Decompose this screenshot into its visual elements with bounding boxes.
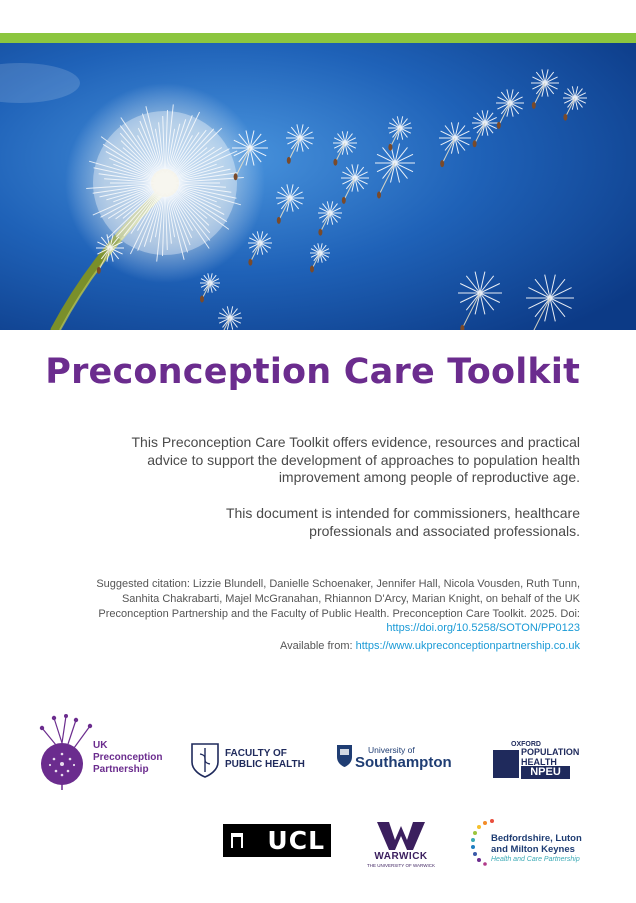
- document-title: Preconception Care Toolkit: [45, 352, 580, 392]
- blmk-subtitle: Health and Care Partnership: [491, 856, 580, 863]
- oxford-label: OXFORD: [511, 741, 541, 748]
- hero-image: [0, 43, 636, 330]
- blmk-line1: Bedfordshire, Luton: [491, 833, 582, 844]
- warwick-w-icon: [377, 822, 425, 850]
- southampton-shield-icon: [336, 744, 353, 768]
- ukpp-line3: Partnership: [93, 764, 149, 775]
- audience-paragraph: This document is intended for commissioners, healthcare professionals and associated professionals.: [225, 505, 580, 539]
- blmk-line2: and Milton Keynes: [491, 844, 575, 855]
- fph-shield-icon: [190, 742, 220, 778]
- oxford-line2: HEALTH: [521, 756, 557, 767]
- southampton-name: Southampton: [355, 754, 452, 771]
- oxford-crest-icon: [493, 750, 519, 778]
- ukpp-logo-text: [93, 740, 183, 776]
- warwick-logo: [377, 822, 425, 850]
- citation-text: Suggested citation: Lizzie Blundell, Danielle Schoenaker, Jennifer Hall, Nicola Vousden, Ruth Tunn, Sanhita Chakrabarti, Majel McGranahan, Rhiannon D'Arcy, Marian Knight, on behalf of the UK Preconception Partnership and the Faculty of Public Health. Preconception Care Toolkit. 2025. Doi:: [96, 578, 580, 620]
- website-link[interactable]: https://www.ukpreconceptionpartnership.co.uk: [355, 640, 580, 652]
- dandelion-illustration: [0, 43, 636, 330]
- blmk-name: [491, 833, 591, 855]
- npeu-badge: NPEU: [521, 766, 570, 779]
- ucl-logo: [223, 824, 331, 857]
- fph-logo-text: [225, 748, 315, 770]
- fph-line1: FACULTY OF: [225, 748, 287, 759]
- suggested-citation: [90, 577, 580, 636]
- available-label: Available from:: [279, 640, 356, 652]
- fph-crest: [190, 742, 220, 778]
- oxford-pop-health: [521, 748, 581, 767]
- available-from: [150, 639, 580, 653]
- southampton-small: University of: [368, 745, 415, 755]
- southampton-crest: [336, 744, 353, 768]
- fph-line2: PUBLIC HEALTH: [225, 759, 305, 770]
- ucl-text: UCL: [267, 826, 325, 855]
- ucl-portico-icon: [231, 833, 243, 848]
- top-accent-bar: [0, 33, 636, 43]
- ukpp-line2: Preconception: [93, 752, 163, 763]
- ukpp-line1: UK: [93, 740, 108, 751]
- warwick-name: WARWICK: [374, 851, 428, 862]
- ukpp-dandelion-icon: [36, 714, 96, 790]
- intro-paragraph: This Preconception Care Toolkit offers evidence, resources and practical advice to support the development of approaches to population health improvement among people of reproductive age.: [131, 434, 580, 485]
- doi-link[interactable]: https://doi.org/10.5258/SOTON/PP0123: [386, 622, 580, 635]
- oxford-line1: POPULATION: [521, 747, 580, 757]
- warwick-subtitle: THE UNIVERSITY OF WARWICK: [367, 863, 435, 868]
